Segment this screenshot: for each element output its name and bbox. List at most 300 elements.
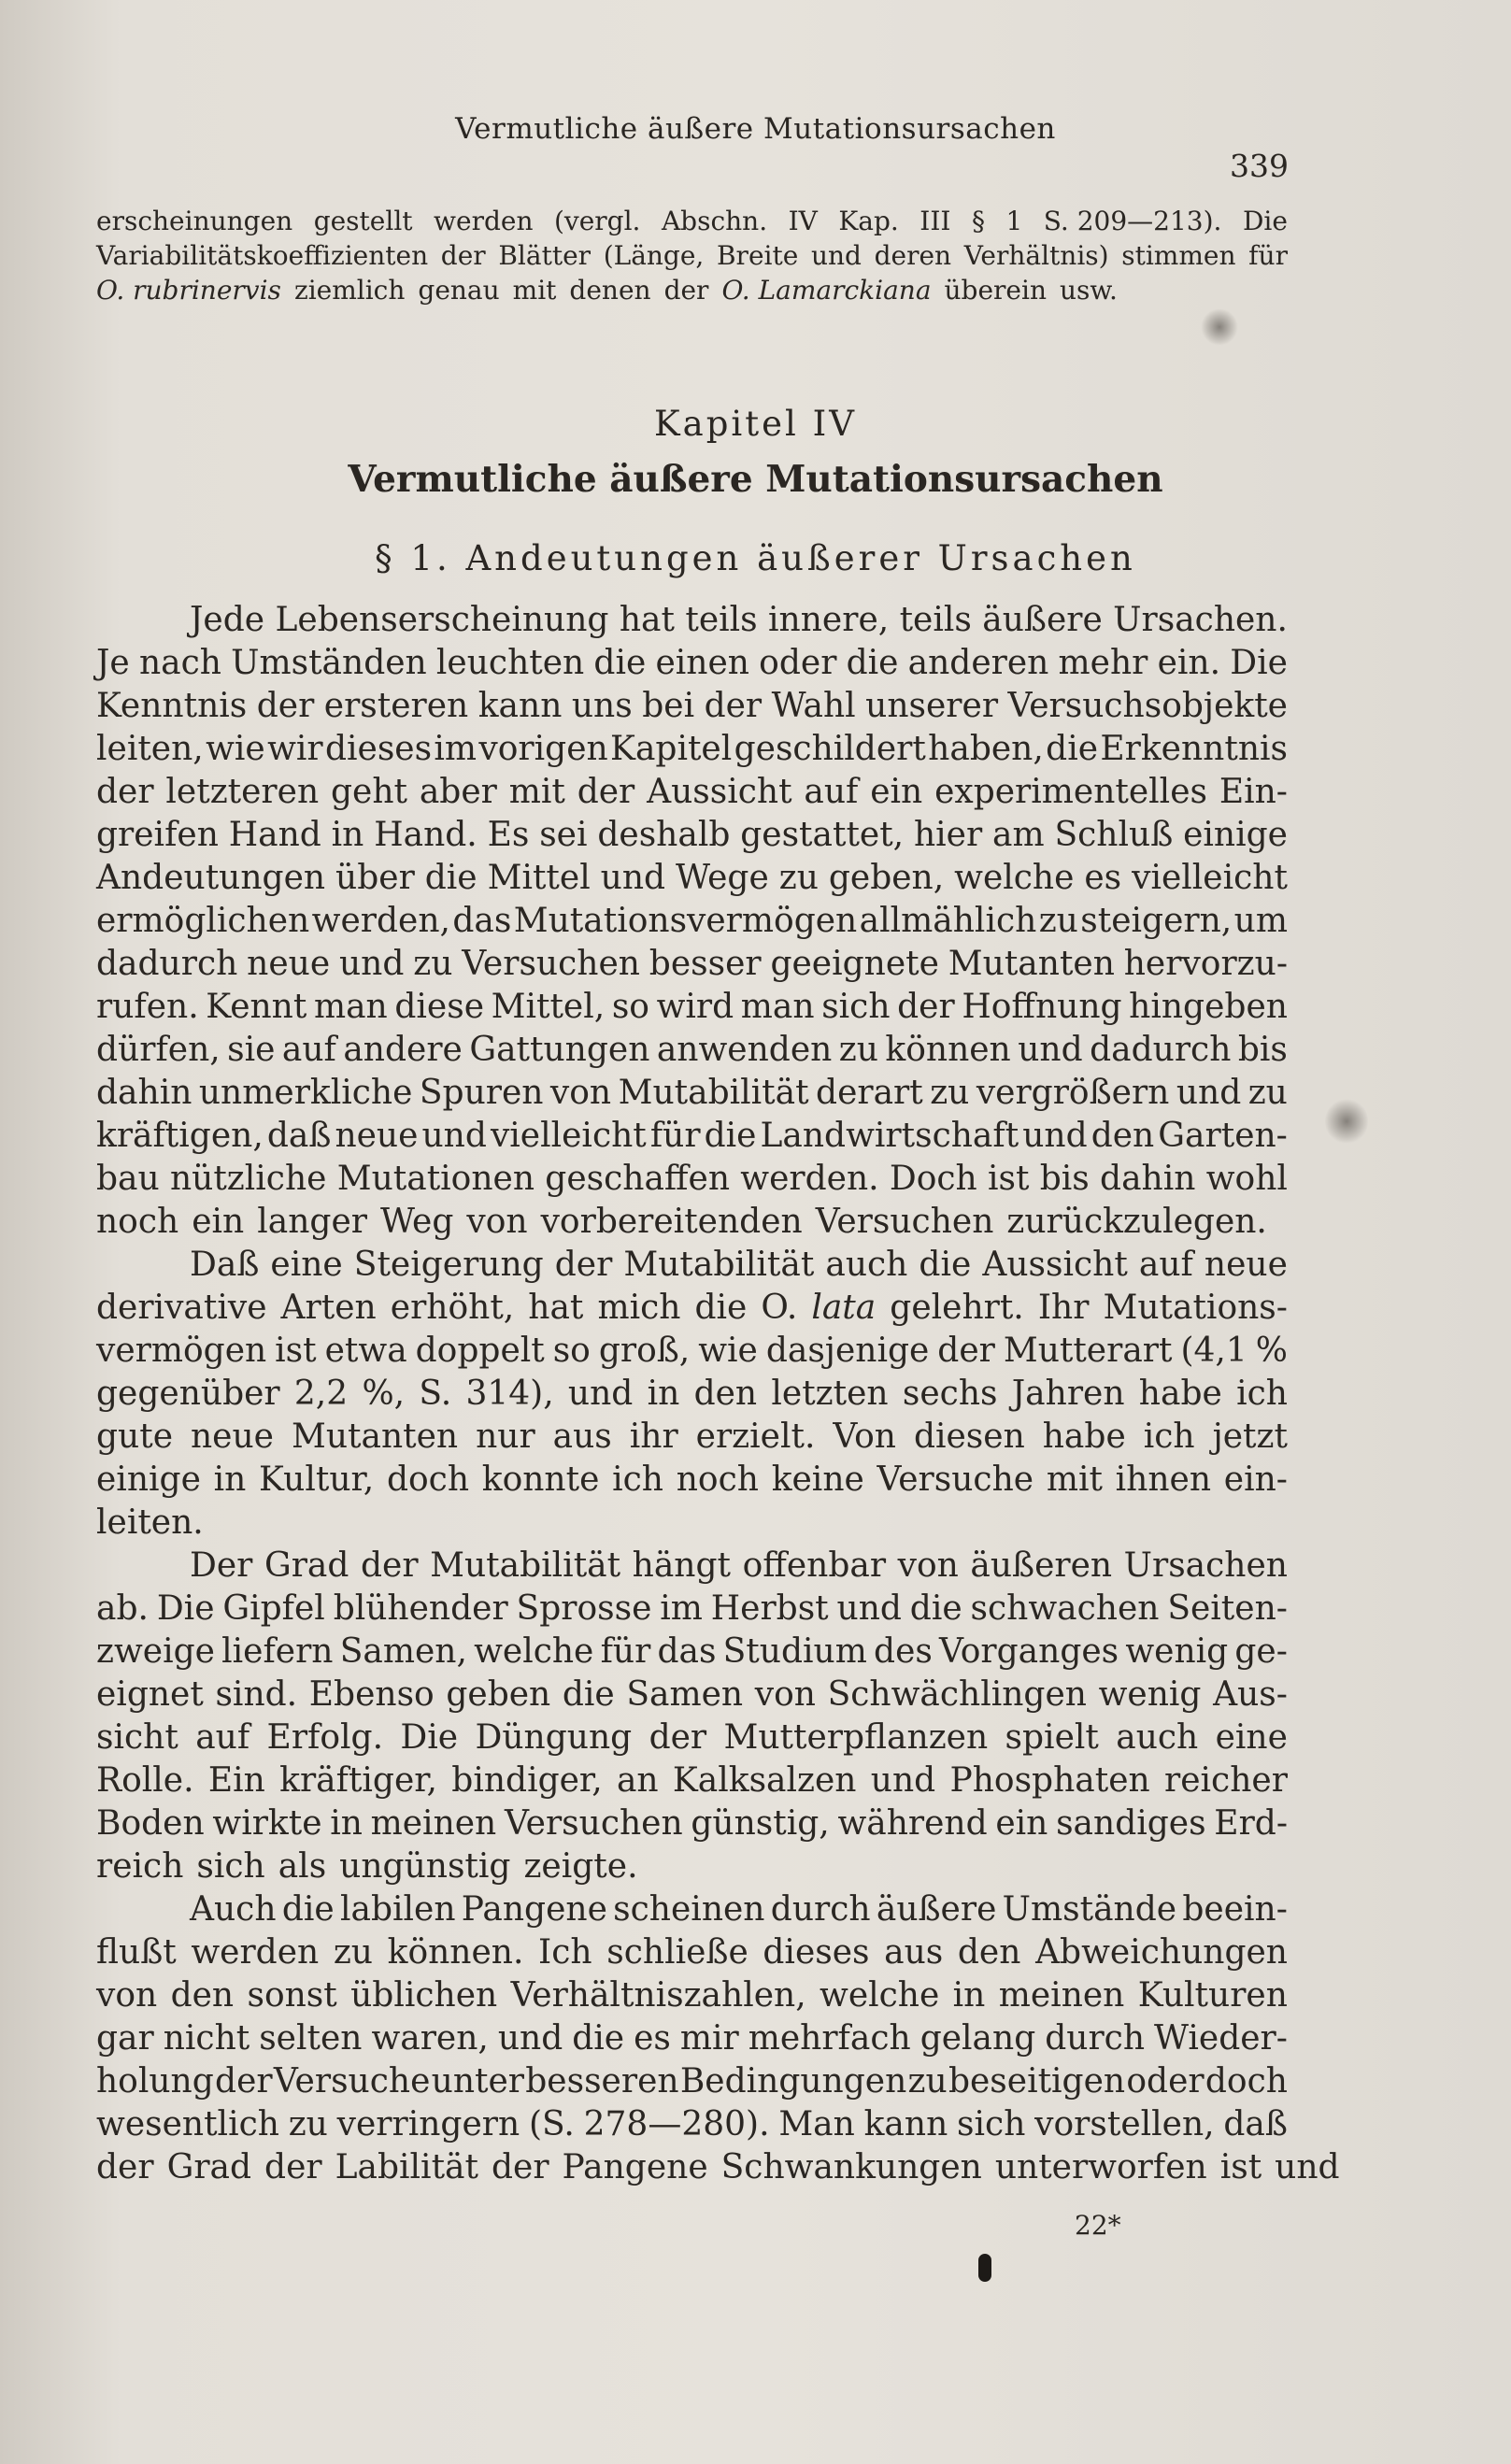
word: Düngung xyxy=(475,1717,633,1757)
word: greifen xyxy=(96,815,219,854)
word: unserer xyxy=(865,686,999,725)
word: deren xyxy=(874,240,952,271)
word: wirkte xyxy=(212,1803,322,1843)
word: liefern xyxy=(221,1631,334,1671)
word: Je xyxy=(96,643,130,682)
word: scheinen xyxy=(613,1889,765,1929)
word: das xyxy=(657,1631,717,1671)
word: lata xyxy=(811,1288,877,1327)
word: doch xyxy=(1205,2061,1288,2101)
text-line xyxy=(96,1501,1288,1544)
word: leuchten xyxy=(435,643,585,682)
word: Samen xyxy=(626,1674,744,1714)
word: IV xyxy=(788,206,818,236)
word: Ich xyxy=(538,1932,592,1972)
word: bei xyxy=(642,686,695,725)
word: und xyxy=(836,1588,902,1628)
word: holung xyxy=(96,2061,214,2101)
word: Mutanten xyxy=(948,944,1115,983)
word: oder xyxy=(759,643,837,682)
word: auf xyxy=(195,1717,250,1757)
word: steigern, xyxy=(1080,901,1233,940)
word: Kulturen xyxy=(1137,1975,1288,2015)
word: S. xyxy=(419,1374,452,1413)
word: bindiger, xyxy=(451,1760,603,1800)
word: Mittel xyxy=(487,858,591,897)
word: das xyxy=(452,901,512,940)
word: äußere xyxy=(982,600,1103,639)
word: welche xyxy=(954,858,1075,897)
word: Mutabilität xyxy=(618,1073,809,1112)
word: der xyxy=(577,772,635,811)
word: im xyxy=(660,1588,703,1628)
word: denen xyxy=(569,275,651,306)
word: Labilität xyxy=(335,2147,478,2186)
word: dahin xyxy=(96,1073,192,1112)
word: eine xyxy=(270,1245,343,1284)
word: O. rubrinervis xyxy=(96,275,281,306)
word: %, xyxy=(362,1374,406,1413)
word: die xyxy=(593,643,647,682)
word: Studium xyxy=(722,1631,867,1671)
word: in xyxy=(331,815,364,854)
word: ist xyxy=(275,1331,317,1370)
word: Hand xyxy=(228,815,321,854)
word: Ihr xyxy=(1037,1288,1090,1327)
word: die xyxy=(572,2018,625,2058)
word: ich xyxy=(1236,1374,1288,1413)
word: ziemlich xyxy=(293,275,406,306)
word: der xyxy=(440,240,486,271)
word: Garten- xyxy=(1158,1116,1288,1155)
word: zu xyxy=(778,858,819,897)
text-line xyxy=(96,1243,1288,1286)
word: vorigen xyxy=(478,729,608,768)
word: zu xyxy=(288,2104,328,2144)
word: der xyxy=(704,686,763,725)
word: Abschn. xyxy=(661,206,768,236)
word: vorbereitenden xyxy=(540,1202,803,1241)
word: und xyxy=(497,2018,563,2058)
word: zu xyxy=(1038,901,1078,940)
word: der xyxy=(897,987,955,1026)
word: usw. xyxy=(1060,275,1118,306)
word: der xyxy=(649,1717,707,1757)
word: Versuchen xyxy=(815,1202,994,1241)
word: Ursachen. xyxy=(1113,600,1288,639)
word: noch xyxy=(96,1202,179,1241)
word: III xyxy=(919,206,951,236)
word: hat xyxy=(528,1288,584,1327)
text-line xyxy=(96,2016,1288,2059)
text-line xyxy=(96,1071,1288,1114)
word: Von xyxy=(833,1417,896,1456)
word: 278—280). xyxy=(583,2104,770,2144)
word: und xyxy=(870,1760,936,1800)
paragraph xyxy=(96,1544,1288,1887)
word: geschaffen xyxy=(545,1159,730,1198)
word: Die xyxy=(400,1717,459,1757)
word: welche xyxy=(474,1631,594,1671)
word: die xyxy=(919,1245,972,1284)
word: spielt xyxy=(1005,1717,1099,1757)
word: und xyxy=(1018,1030,1083,1069)
word: eignet xyxy=(96,1674,204,1714)
word: O. xyxy=(761,1288,798,1327)
word: und xyxy=(567,1374,634,1413)
word: welche xyxy=(820,1975,940,2015)
text-line xyxy=(96,273,1288,307)
page-smudge xyxy=(1325,1098,1368,1145)
word: ist xyxy=(1219,2147,1262,2186)
word: zu xyxy=(907,2061,948,2101)
word: sei xyxy=(539,815,588,854)
word: diesen xyxy=(913,1417,1025,1456)
word: 1 xyxy=(1005,206,1023,236)
word: hängt xyxy=(632,1545,732,1585)
word: Daß xyxy=(190,1245,260,1284)
word: bis xyxy=(1039,1159,1090,1198)
word: Seiten- xyxy=(1167,1588,1288,1628)
word: unter xyxy=(431,2061,524,2101)
word: oder xyxy=(1126,2061,1205,2101)
word: am xyxy=(992,815,1045,854)
word: teils xyxy=(899,600,972,639)
word: hervorzu- xyxy=(1123,944,1288,983)
word: Kultur, xyxy=(259,1460,375,1499)
word: Man xyxy=(778,2104,855,2144)
word: werden. xyxy=(740,1159,879,1198)
word: habe xyxy=(1138,1374,1222,1413)
word: auf xyxy=(1138,1245,1193,1284)
word: labilen xyxy=(339,1889,456,1929)
word: Erd- xyxy=(1214,1803,1288,1843)
word: einige xyxy=(96,1460,201,1499)
word: anwenden xyxy=(656,1030,833,1069)
word: geben, xyxy=(828,858,945,897)
word: Variabilitätskoeffizienten xyxy=(96,240,429,271)
word: Versuche xyxy=(877,1460,1034,1499)
word: Ursachen xyxy=(1123,1545,1288,1585)
word: meinen xyxy=(998,1975,1125,2015)
word: die xyxy=(694,1288,748,1327)
word: Mutabilität xyxy=(623,1245,815,1284)
word: dadurch xyxy=(96,944,238,983)
word: (Länge, xyxy=(603,240,705,271)
word: verringern xyxy=(336,2104,520,2144)
text-line xyxy=(96,684,1288,727)
word: zweige xyxy=(96,1631,215,1671)
word: Phosphaten xyxy=(949,1760,1150,1800)
text-line xyxy=(96,1587,1288,1630)
word: geht xyxy=(330,772,407,811)
word: für xyxy=(1248,240,1288,271)
word: werden xyxy=(434,206,534,236)
word: von xyxy=(96,1975,158,2015)
text-line xyxy=(96,942,1288,985)
word: reich xyxy=(96,1846,184,1886)
word: sicht xyxy=(96,1717,178,1757)
word: und xyxy=(810,240,862,271)
word: ein xyxy=(995,1803,1048,1843)
text-line xyxy=(96,1630,1288,1673)
word: ist xyxy=(988,1159,1030,1198)
word: die xyxy=(281,1889,335,1929)
word: die xyxy=(704,1116,757,1155)
word: letzten xyxy=(771,1374,889,1413)
word: wesentlich xyxy=(96,2104,279,2144)
word: unmerkliche xyxy=(198,1073,413,1112)
word: durch xyxy=(1045,2018,1146,2058)
word: Schwankungen xyxy=(720,2147,982,2186)
word: deshalb xyxy=(597,815,731,854)
word: habe xyxy=(1042,1417,1126,1456)
word: von xyxy=(897,1545,959,1585)
text-line xyxy=(96,1415,1288,1458)
word: groß, xyxy=(598,1331,691,1370)
word: unterworfen xyxy=(994,2147,1207,2186)
word: Mittel, xyxy=(491,987,606,1026)
word: der xyxy=(554,1245,613,1284)
word: allmählich xyxy=(859,901,1037,940)
word: für xyxy=(649,1116,701,1155)
word: auch xyxy=(1116,1717,1199,1757)
word: Spuren xyxy=(419,1073,544,1112)
word: konnte xyxy=(481,1460,600,1499)
word: Erfolg. xyxy=(266,1717,384,1757)
word: vorstellen, xyxy=(1034,2104,1215,2144)
text-line xyxy=(96,770,1288,813)
word: mich xyxy=(597,1288,681,1327)
word: Lebenserscheinung xyxy=(275,600,609,639)
word: Mutations- xyxy=(1103,1288,1288,1327)
word: die xyxy=(909,1588,962,1628)
word: von xyxy=(549,1073,612,1112)
word: hingeben xyxy=(1129,987,1288,1026)
word: nicht xyxy=(163,2018,250,2058)
word: Die xyxy=(1242,206,1288,236)
word: von xyxy=(466,1202,528,1241)
word: teils xyxy=(685,600,758,639)
word: gestattet, xyxy=(740,815,905,854)
word: es xyxy=(634,2018,671,2058)
word: äußere xyxy=(876,1889,997,1929)
word: geben xyxy=(446,1674,551,1714)
word: % xyxy=(1255,1331,1288,1370)
word: vielleicht xyxy=(490,1116,647,1155)
word: geschildert xyxy=(734,729,926,768)
word: auf xyxy=(804,772,859,811)
word: mir xyxy=(679,2018,739,2058)
word: so xyxy=(611,987,649,1026)
text-line xyxy=(96,1544,1288,1587)
word: Versuche xyxy=(273,2061,431,2101)
word: daß xyxy=(266,1116,332,1155)
word: von xyxy=(754,1674,816,1714)
word: den xyxy=(693,1374,758,1413)
word: dieses xyxy=(324,729,433,768)
word: zu xyxy=(333,1932,373,1972)
word: für xyxy=(600,1631,651,1671)
word: ein- xyxy=(1223,1460,1288,1499)
word: ge- xyxy=(1234,1631,1288,1671)
word: mit xyxy=(1046,1460,1103,1499)
word: vergrößern xyxy=(976,1073,1170,1112)
word: kann xyxy=(478,686,563,725)
word: § xyxy=(971,206,985,236)
word: im xyxy=(434,729,478,768)
word: Die xyxy=(1230,643,1288,682)
word: zu xyxy=(1247,1073,1288,1112)
word: hier xyxy=(913,815,983,854)
word: offenbar xyxy=(742,1545,887,1585)
text-line xyxy=(96,598,1288,641)
ink-mark xyxy=(978,2254,991,2282)
word: an xyxy=(616,1760,659,1800)
word: gestellt xyxy=(313,206,413,236)
word: aus xyxy=(552,1417,612,1456)
word: hat xyxy=(619,600,675,639)
word: Versuchen xyxy=(504,1803,683,1843)
word: dadurch xyxy=(1090,1030,1232,1069)
word: die xyxy=(562,1674,615,1714)
word: Verhältniszahlen, xyxy=(510,1975,806,2015)
paragraph xyxy=(96,1887,1340,2188)
word: aber xyxy=(419,772,497,811)
word: Samen, xyxy=(339,1631,467,1671)
text-line xyxy=(96,204,1288,238)
word: 314), xyxy=(465,1374,554,1413)
word: Landwirtschaft xyxy=(760,1116,1019,1155)
word: vielleicht xyxy=(1132,858,1288,897)
word: kräftigen, xyxy=(96,1116,264,1155)
word: neue xyxy=(1204,1245,1288,1284)
word: einen xyxy=(655,643,749,682)
word: sechs xyxy=(902,1374,998,1413)
word: können xyxy=(885,1030,1011,1069)
word: waren, xyxy=(371,2018,489,2058)
word: wie xyxy=(206,729,265,768)
word: auch xyxy=(825,1245,908,1284)
word: der xyxy=(361,1545,419,1585)
word: 2,2 xyxy=(293,1374,349,1413)
word: neue xyxy=(247,944,331,983)
word: innere, xyxy=(768,600,890,639)
word: Boden xyxy=(96,1803,205,1843)
word: der xyxy=(256,686,315,725)
word: wenig xyxy=(1098,1674,1202,1714)
word: Jahren xyxy=(1011,1374,1125,1413)
word: günstig, xyxy=(691,1803,830,1843)
text-line xyxy=(96,1673,1288,1716)
word: der xyxy=(96,772,154,811)
word: bau xyxy=(96,1159,160,1198)
word: sich xyxy=(957,2104,1026,2144)
word: Ein- xyxy=(1219,772,1288,811)
word: aus xyxy=(884,1932,944,1972)
text-line xyxy=(96,1114,1288,1157)
intro-text xyxy=(96,204,1288,307)
word: werden xyxy=(191,1932,320,1972)
text-line xyxy=(96,238,1288,273)
word: wie xyxy=(698,1331,758,1370)
word: erzielt. xyxy=(695,1417,816,1456)
word: nützliche xyxy=(169,1159,327,1198)
word: Pangene xyxy=(461,1889,607,1929)
paragraph xyxy=(96,1243,1288,1544)
text-line xyxy=(96,1716,1288,1759)
word: und xyxy=(1022,1116,1088,1155)
word: Abweichungen xyxy=(1035,1932,1288,1972)
word: neue xyxy=(335,1116,419,1155)
word: üblichen xyxy=(350,1975,498,2015)
word: etwa xyxy=(324,1331,407,1370)
word: ermöglichen xyxy=(96,901,310,940)
word: reicher xyxy=(1164,1760,1288,1800)
word: meinen xyxy=(370,1803,497,1843)
text-line xyxy=(96,727,1288,770)
word: experimentelles xyxy=(934,772,1207,811)
word: ich xyxy=(612,1460,663,1499)
word: Der xyxy=(190,1545,253,1585)
word: ersteren xyxy=(323,686,469,725)
word: blühender xyxy=(333,1588,508,1628)
word: Wahl xyxy=(771,686,856,725)
word: Auch xyxy=(190,1889,277,1929)
word: werden, xyxy=(311,901,450,940)
word: Kap. xyxy=(838,206,899,236)
word: wird xyxy=(656,987,734,1026)
word: und xyxy=(421,1116,487,1155)
text-line xyxy=(96,1844,1288,1887)
word: Aussicht xyxy=(982,1245,1128,1284)
word: Rolle. xyxy=(96,1760,194,1800)
word: durch xyxy=(770,1889,871,1929)
word: Andeutungen xyxy=(96,858,326,897)
word: Versuchen xyxy=(462,944,640,983)
word: wenig xyxy=(1125,1631,1229,1671)
word: rufen. xyxy=(96,987,199,1026)
text-line xyxy=(96,1286,1288,1329)
text-line xyxy=(96,985,1288,1028)
word: nur xyxy=(476,1417,535,1456)
word: O. Lamarckiana xyxy=(721,275,932,306)
word: Ein xyxy=(207,1760,265,1800)
word: Grad xyxy=(264,1545,349,1585)
page-smudge xyxy=(1201,308,1238,346)
word: (4,1 xyxy=(1180,1331,1247,1370)
word: Kalksalzen xyxy=(672,1760,857,1800)
word: vermögen xyxy=(96,1331,267,1370)
word: Mutterart xyxy=(1003,1331,1173,1370)
chapter-title: Vermutliche äußere Mutationsursachen xyxy=(348,458,1163,501)
word: noch xyxy=(676,1460,759,1499)
word: ich xyxy=(1143,1417,1195,1456)
text-line xyxy=(96,1028,1288,1071)
text-line xyxy=(96,1930,1288,1973)
word: ein. xyxy=(1157,643,1221,682)
text-line xyxy=(96,1973,1288,2016)
word: Aussicht xyxy=(647,772,792,811)
word: haben, xyxy=(928,729,1044,768)
word: und xyxy=(338,944,405,983)
text-line xyxy=(96,1372,1288,1415)
word: auf xyxy=(281,1030,336,1069)
word: geeignete xyxy=(770,944,939,983)
word: wohl xyxy=(1205,1159,1288,1198)
word: gute xyxy=(96,1417,174,1456)
word: stimmen xyxy=(1121,240,1236,271)
